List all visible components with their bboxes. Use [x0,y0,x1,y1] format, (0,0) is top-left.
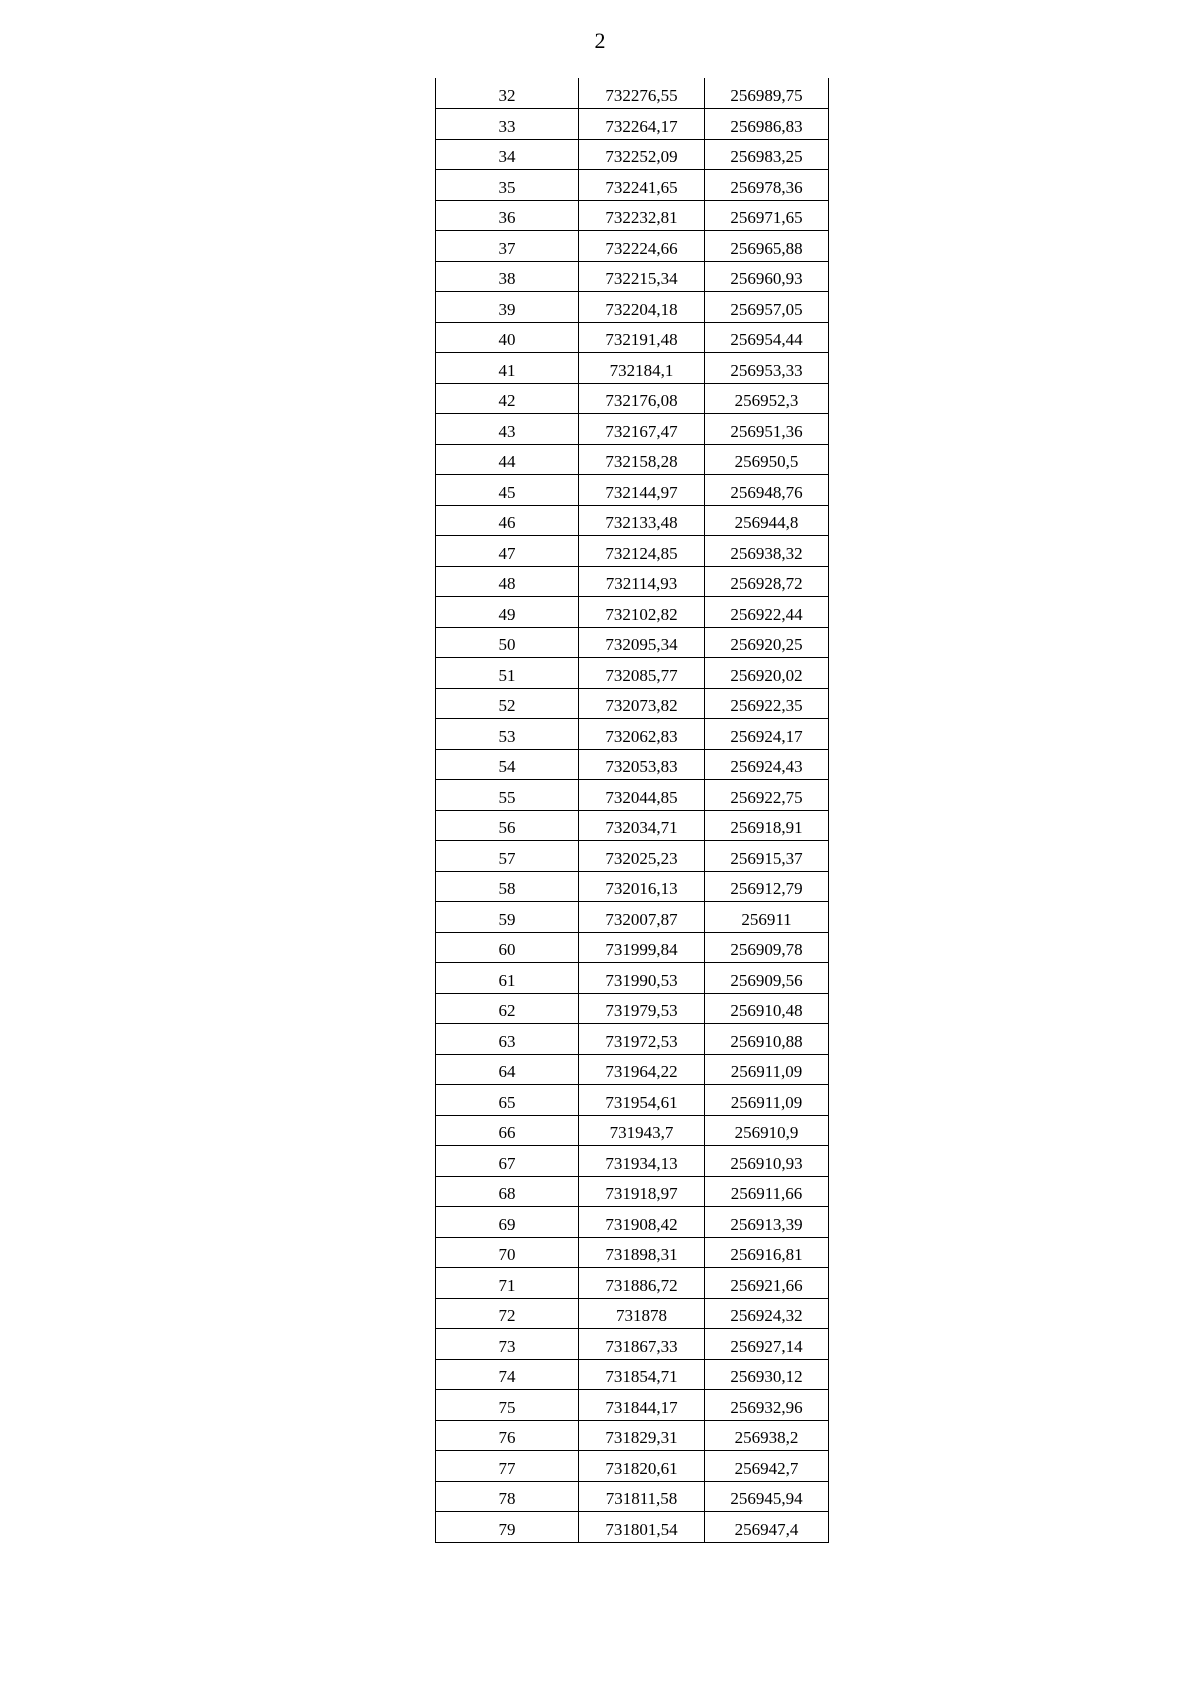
point-number-cell: 47 [436,536,579,567]
x-coordinate-cell: 732167,47 [579,414,705,445]
x-coordinate-cell: 732204,18 [579,292,705,323]
x-coordinate-cell: 732044,85 [579,780,705,811]
point-number-cell: 67 [436,1146,579,1177]
point-number-cell: 48 [436,566,579,597]
point-number-cell: 63 [436,1024,579,1055]
point-number-cell: 74 [436,1359,579,1390]
point-number-cell: 34 [436,139,579,170]
point-number-cell: 35 [436,170,579,201]
x-coordinate-cell: 731844,17 [579,1390,705,1421]
x-coordinate-cell: 732191,48 [579,322,705,353]
y-coordinate-cell: 256960,93 [705,261,829,292]
x-coordinate-cell: 731999,84 [579,932,705,963]
point-number-cell: 55 [436,780,579,811]
table-row [436,1329,829,1360]
x-coordinate-cell: 731878 [579,1298,705,1329]
point-number-cell: 64 [436,1054,579,1085]
y-coordinate-cell: 256989,75 [705,78,829,109]
y-coordinate-cell: 256942,7 [705,1451,829,1482]
table-row [436,566,829,597]
table-row [436,322,829,353]
table-row [436,1268,829,1299]
table-row [436,444,829,475]
y-coordinate-cell: 256978,36 [705,170,829,201]
point-number-cell: 37 [436,231,579,262]
table-row [436,1054,829,1085]
x-coordinate-cell: 732016,13 [579,871,705,902]
table-row [436,1115,829,1146]
table-row [436,932,829,963]
y-coordinate-cell: 256909,78 [705,932,829,963]
point-number-cell: 40 [436,322,579,353]
x-coordinate-cell: 731886,72 [579,1268,705,1299]
point-number-cell: 70 [436,1237,579,1268]
x-coordinate-cell: 731898,31 [579,1237,705,1268]
x-coordinate-cell: 731954,61 [579,1085,705,1116]
y-coordinate-cell: 256938,2 [705,1420,829,1451]
point-number-cell: 71 [436,1268,579,1299]
table-row [436,1176,829,1207]
table-row [436,475,829,506]
point-number-cell: 59 [436,902,579,933]
y-coordinate-cell: 256915,37 [705,841,829,872]
point-number-cell: 61 [436,963,579,994]
x-coordinate-cell: 731990,53 [579,963,705,994]
table-row [436,292,829,323]
table-row [436,231,829,262]
table-row [436,200,829,231]
x-coordinate-cell: 731811,58 [579,1481,705,1512]
table-row [436,780,829,811]
x-coordinate-cell: 732062,83 [579,719,705,750]
y-coordinate-cell: 256986,83 [705,109,829,140]
point-number-cell: 52 [436,688,579,719]
x-coordinate-cell: 732264,17 [579,109,705,140]
page-number: 2 [594,28,606,53]
point-number-cell: 33 [436,109,579,140]
point-number-cell: 57 [436,841,579,872]
y-coordinate-cell: 256911,09 [705,1085,829,1116]
y-coordinate-cell: 256928,72 [705,566,829,597]
y-coordinate-cell: 256953,33 [705,353,829,384]
table-row [436,1207,829,1238]
point-number-cell: 36 [436,200,579,231]
point-number-cell: 79 [436,1512,579,1543]
x-coordinate-cell: 731943,7 [579,1115,705,1146]
y-coordinate-cell: 256920,02 [705,658,829,689]
point-number-cell: 41 [436,353,579,384]
table-row [436,1390,829,1421]
x-coordinate-cell: 731854,71 [579,1359,705,1390]
x-coordinate-cell: 731908,42 [579,1207,705,1238]
x-coordinate-cell: 732215,34 [579,261,705,292]
y-coordinate-cell: 256918,91 [705,810,829,841]
x-coordinate-cell: 732224,66 [579,231,705,262]
x-coordinate-cell: 732184,1 [579,353,705,384]
point-number-cell: 75 [436,1390,579,1421]
table-row [436,749,829,780]
table-row [436,1085,829,1116]
y-coordinate-cell: 256932,96 [705,1390,829,1421]
y-coordinate-cell: 256910,9 [705,1115,829,1146]
y-coordinate-cell: 256913,39 [705,1207,829,1238]
point-number-cell: 50 [436,627,579,658]
point-number-cell: 65 [436,1085,579,1116]
y-coordinate-cell: 256965,88 [705,231,829,262]
y-coordinate-cell: 256947,4 [734,1519,799,1539]
table-row [436,109,829,140]
table-row [436,1237,829,1268]
x-coordinate-cell: 732124,85 [579,536,705,567]
point-number-cell: 78 [436,1481,579,1512]
point-number-cell: 46 [436,505,579,536]
table-row [436,383,829,414]
x-coordinate-cell: 732144,97 [579,475,705,506]
x-coordinate-cell: 732133,48 [579,505,705,536]
table-row [436,536,829,567]
point-number-cell: 43 [436,414,579,445]
x-coordinate-cell: 731979,53 [579,993,705,1024]
y-coordinate-cell: 256930,12 [705,1359,829,1390]
point-number-cell: 51 [436,658,579,689]
x-coordinate-cell: 731867,33 [579,1329,705,1360]
x-coordinate-cell: 732073,82 [579,688,705,719]
table-row [436,841,829,872]
point-number-cell: 38 [436,261,579,292]
point-number-cell: 54 [436,749,579,780]
y-coordinate-cell: 256922,44 [705,597,829,628]
table-row [436,658,829,689]
y-coordinate-cell: 256910,48 [705,993,829,1024]
point-number-cell: 32 [436,78,579,109]
coordinates-table-body [436,78,829,1542]
table-row [436,78,829,109]
table-row [436,1359,829,1390]
point-number-cell: 42 [436,383,579,414]
point-number-cell: 73 [436,1329,579,1360]
table-row [436,810,829,841]
y-coordinate-cell: 256938,32 [705,536,829,567]
y-coordinate-cell: 256910,88 [705,1024,829,1055]
y-coordinate-cell: 256916,81 [705,1237,829,1268]
table-row [436,353,829,384]
table-row [436,1512,829,1543]
table-row [436,1298,829,1329]
point-number-cell: 49 [436,597,579,628]
y-coordinate-cell: 256951,36 [705,414,829,445]
table-row [436,1481,829,1512]
x-coordinate-cell: 731829,31 [579,1420,705,1451]
point-number-cell: 69 [436,1207,579,1238]
y-coordinate-cell: 256983,25 [705,139,829,170]
y-coordinate-cell: 256920,25 [705,627,829,658]
point-number-cell: 60 [436,932,579,963]
table-row [436,1451,829,1482]
table-row [436,871,829,902]
x-coordinate-cell: 731972,53 [579,1024,705,1055]
table-row [436,902,829,933]
point-number-cell: 58 [436,871,579,902]
point-number-cell: 53 [436,719,579,750]
y-coordinate-cell: 256922,35 [705,688,829,719]
y-coordinate-cell: 256950,5 [705,444,829,475]
table-row [436,505,829,536]
table-row [436,993,829,1024]
point-number-cell: 77 [436,1451,579,1482]
y-coordinate-cell: 256957,05 [705,292,829,323]
y-coordinate-cell: 256924,43 [705,749,829,780]
point-number-cell: 56 [436,810,579,841]
x-coordinate-cell: 731918,97 [579,1176,705,1207]
point-number-cell: 62 [436,993,579,1024]
y-coordinate-cell: 256911,66 [705,1176,829,1207]
x-coordinate-cell: 732158,28 [579,444,705,475]
table-row [436,597,829,628]
y-coordinate-cell: 256911,09 [705,1054,829,1085]
y-coordinate-cell: 256948,76 [705,475,829,506]
y-coordinate-cell: 256944,8 [705,505,829,536]
x-coordinate-cell: 732034,71 [579,810,705,841]
table-row [436,1420,829,1451]
x-coordinate-cell: 732252,09 [579,139,705,170]
y-coordinate-cell: 256909,56 [705,963,829,994]
x-coordinate-cell: 732102,82 [579,597,705,628]
y-coordinate-cell: 256945,94 [705,1481,829,1512]
x-coordinate-cell: 732085,77 [579,658,705,689]
x-coordinate-cell: 731964,22 [579,1054,705,1085]
point-number-cell: 68 [436,1176,579,1207]
x-coordinate-cell: 732241,65 [579,170,705,201]
y-coordinate-cell: 256952,3 [705,383,829,414]
table-row [436,963,829,994]
point-number-cell: 72 [436,1298,579,1329]
x-coordinate-cell: 732053,83 [579,749,705,780]
x-coordinate-cell: 732025,23 [579,841,705,872]
point-number-cell: 45 [436,475,579,506]
x-coordinate-cell: 732232,81 [579,200,705,231]
coordinates-table [435,78,829,1543]
point-number-cell: 44 [436,444,579,475]
y-coordinate-cell: 256954,44 [705,322,829,353]
x-coordinate-cell: 732176,08 [579,383,705,414]
table-row [436,414,829,445]
table-row [436,261,829,292]
x-coordinate-cell: 731934,13 [579,1146,705,1177]
x-coordinate-cell: 731820,61 [579,1451,705,1482]
table-row [436,1024,829,1055]
point-number-cell: 66 [436,1115,579,1146]
x-coordinate-cell: 731801,54 [579,1512,705,1543]
y-coordinate-cell: 256927,14 [705,1329,829,1360]
y-coordinate-cell: 256922,75 [705,780,829,811]
x-coordinate-cell: 732007,87 [579,902,705,933]
table-row [436,688,829,719]
y-coordinate-cell: 256910,93 [705,1146,829,1177]
x-coordinate-cell: 732114,93 [579,566,705,597]
table-row [436,170,829,201]
point-number-cell: 39 [436,292,579,323]
y-coordinate-cell: 256971,65 [705,200,829,231]
x-coordinate-cell: 732095,34 [579,627,705,658]
table-row [436,1146,829,1177]
x-coordinate-cell: 732276,55 [579,78,705,109]
y-coordinate-cell: 256912,79 [705,871,829,902]
table-row [436,627,829,658]
point-number-cell: 76 [436,1420,579,1451]
y-coordinate-cell: 256921,66 [705,1268,829,1299]
table-row [436,719,829,750]
table-row [436,139,829,170]
y-coordinate-cell: 256911 [705,902,829,933]
y-coordinate-cell: 256924,17 [705,719,829,750]
y-coordinate-cell: 256924,32 [705,1298,829,1329]
